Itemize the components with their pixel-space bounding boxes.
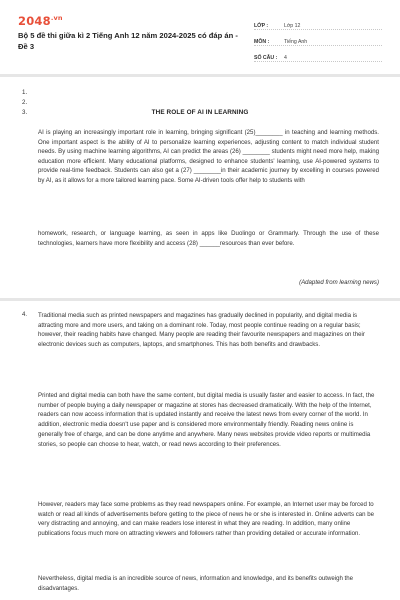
passage-title: THE ROLE OF AI IN LEARNING	[151, 109, 249, 116]
passage-source: (Adapted from learning news)	[299, 279, 379, 286]
meta-row-subject: MÔN : Tiếng Anh	[254, 30, 382, 46]
site-logo[interactable]: $2048^{.vn}$	[18, 14, 63, 28]
question-numbers: 1. 2. 3.	[22, 89, 28, 116]
section-divider	[0, 298, 400, 301]
meta-info	[254, 14, 382, 62]
passage-paragraph: Nevertheless, digital media is an incredible source of news, information and knowledge, and its benefits outweigh the disadvantages.	[38, 575, 354, 592]
passage-paragraph: Printed and digital media can both have the same content, but digital media is usually faster and easier to access. In fact, the number of people buying a daily newspaper or magazine at stores has decreased dramatically. With the help of the Internet, readers can now access information that is updated instantly and receive the latest news from every corner of the world. In addition, electronic media doesn't use paper and is considered more environmentally friendly. Reading news online is generally free of charge, and can be done anytime and anywhere. Many news websites provide video reports or multimedia stories, so people can choose to hear, watch, or read news according to their preferences.	[38, 392, 375, 448]
meta-row-count: SỐ CÂU : 4	[254, 46, 382, 62]
section-divider	[0, 74, 400, 77]
meta-row-class: LỚP : Lớp 12	[254, 14, 382, 30]
passage-paragraph: However, readers may face some problems as they read newspapers online. For example, an Internet user may be forced to watch or read all kinds of advertisements before getting to the piece of news he or she is interested in. Online adverts can be very distracting and annoying, and can make readers lose interest in what they are reading. In addition, many online publications focus much more on attracting viewers and followers rather than providing detailed or accurate information.	[38, 501, 375, 538]
question-number: 4.	[22, 311, 28, 318]
document-header	[18, 14, 382, 72]
document-title: Bộ 5 đề thi giữa kì 2 Tiếng Anh 12 năm 2024-2025 có đáp án - Đề 3	[18, 31, 238, 51]
passage-paragraph: Traditional media such as printed newspapers and magazines has gradually declined in popularity, and digital media is attracting more and more users, and taking on a dominant role. Today, most people continue reading on a regular basis; however, their reading habits have changed. Many people are reading their favourite newspapers and magazines on their electronic devices such as computers, laptops, and smartphones. This has both benefits and drawbacks.	[38, 312, 365, 349]
passage-paragraph: AI is playing an increasingly important role in learning, bringing significant (25)________ in teaching and learning methods. One important aspect is the ability of AI to personalize learning experiences, adjusting content to match individual student needs. By using machine learning algorithms, AI can predict the areas (26) ________ students might need more help, making education more efficient. Many educational platforms, designed to enhance students' learning, use AI-powered systems to provide real-time feedback. Students can also get a (27) ________in their academic journey by excelling in courses powered by AI, as it allows for a more tailored learning pace. Some AI-driven tools offer help to students with	[38, 129, 379, 184]
passage-paragraph: homework, research, or language learning, as seen in apps like Duolingo or Grammarly. Through the use of these technologies, learners have more flexibility and access (28) ______resources than ever before.	[38, 230, 379, 247]
